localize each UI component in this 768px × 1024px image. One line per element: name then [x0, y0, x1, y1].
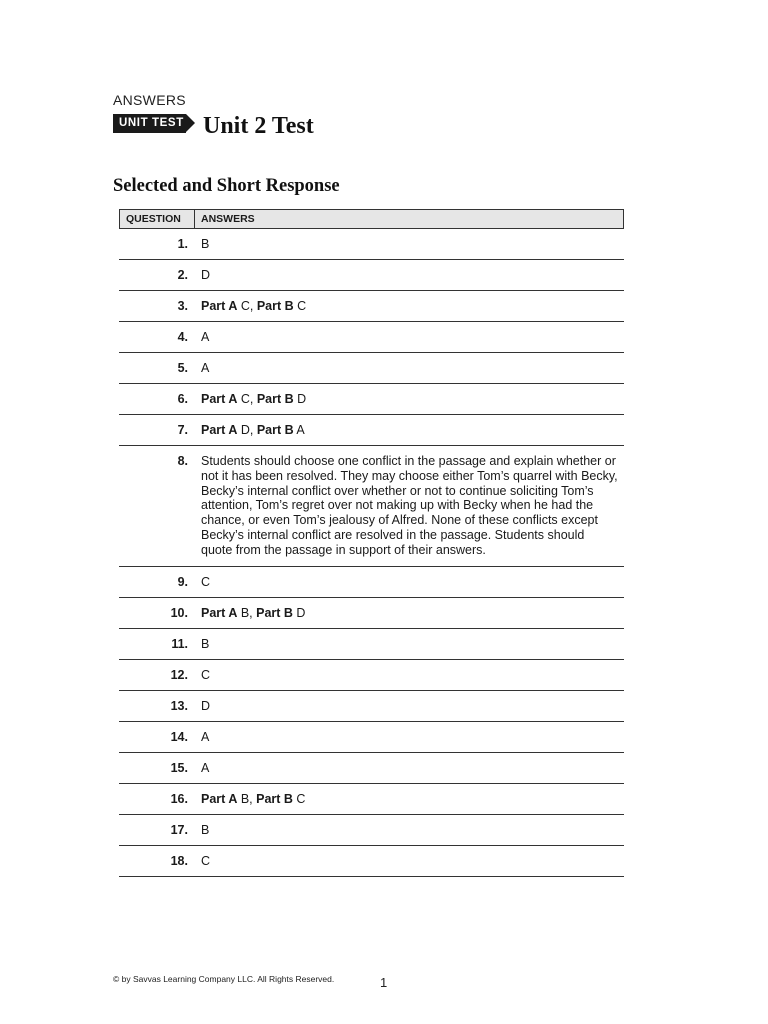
part-a-answer: D,: [237, 423, 257, 437]
answer-cell: C: [201, 854, 211, 868]
question-number: 15.: [170, 761, 188, 775]
table-row: [119, 446, 624, 567]
question-number: 2.: [177, 268, 188, 282]
table-row: [119, 629, 624, 660]
answer-cell: A: [201, 730, 210, 744]
part-a-label: Part A: [201, 423, 238, 437]
question-number: 14.: [170, 730, 188, 744]
table-row: [119, 784, 624, 815]
answer-cell: A: [201, 330, 210, 344]
question-number: 18.: [170, 854, 188, 868]
answer-table: [119, 209, 624, 877]
answer-cell: [194, 415, 624, 445]
column-header-answers: ANSWERS: [201, 213, 255, 225]
part-b-answer: C: [293, 299, 307, 313]
table-header: [119, 209, 624, 229]
table-row: [119, 815, 624, 846]
part-a-label: Part A: [201, 606, 238, 620]
column-header-question: QUESTION: [120, 210, 195, 228]
part-b-label: Part B: [256, 392, 294, 406]
answer-cell: C: [201, 668, 211, 682]
section-title: Selected and Short Response: [113, 176, 340, 196]
table-row: [119, 353, 624, 384]
question-number: 11.: [171, 637, 188, 651]
part-b-label: Part B: [256, 423, 294, 437]
question-number: 13.: [170, 699, 188, 713]
answer-cell: A: [201, 361, 210, 375]
table-row: [119, 753, 624, 784]
page-title: Unit 2 Test: [203, 113, 314, 139]
question-number: 16.: [170, 792, 188, 806]
part-b-label: Part B: [256, 606, 293, 620]
table-row: [119, 229, 624, 260]
answer-cell: [194, 384, 624, 414]
question-number: 6.: [177, 392, 188, 406]
question-number: 17.: [170, 823, 188, 837]
part-a-label: Part A: [201, 392, 238, 406]
part-a-answer: C,: [237, 392, 257, 406]
part-b-label: Part B: [256, 792, 293, 806]
answer-cell: B: [201, 823, 210, 837]
table-row: [119, 291, 624, 322]
table-row: [119, 567, 624, 598]
question-number: 5.: [177, 361, 188, 375]
question-number: 4.: [177, 330, 188, 344]
answer-cell: D: [201, 699, 211, 713]
answer-cell: [194, 291, 624, 321]
table-row: [119, 660, 624, 691]
answer-cell: [194, 784, 624, 814]
answer-cell: [194, 598, 624, 628]
answer-cell: B: [201, 637, 210, 651]
part-b-answer: A: [293, 423, 305, 437]
table-row: [119, 691, 624, 722]
question-number: 1.: [177, 237, 188, 251]
question-number: 8.: [177, 454, 188, 468]
unit-test-badge: UNIT TEST: [113, 114, 186, 133]
table-row: [119, 384, 624, 415]
table-row: [119, 722, 624, 753]
part-b-answer: D: [292, 606, 306, 620]
question-number: 9.: [177, 575, 188, 589]
answer-cell: B: [201, 237, 210, 251]
part-a-label: Part A: [201, 792, 238, 806]
copyright-footer: © by Savvas Learning Company LLC. All Rights Reserved.: [113, 974, 335, 984]
part-a-label: Part A: [201, 299, 238, 313]
page-number: 1: [380, 975, 388, 990]
table-row: [119, 322, 624, 353]
answers-label: ANSWERS: [113, 92, 186, 108]
part-a-answer: B,: [237, 792, 257, 806]
table-row: [119, 260, 624, 291]
answer-cell: Students should choose one conflict in the passage and explain whether or not it has been resolved. They may choose either Tom’s quarrel with Becky, Becky’s internal conflict over whether or not to continue soliciting Tom’s attention, Tom’s regret over not making up with Becky when he had the chance, or even Tom’s jealousy of Alfred. None of these conflicts except Becky’s internal conflict are resolved in the passage. Students should quote from the passage in support of their answers.: [201, 454, 618, 557]
part-a-answer: C,: [237, 299, 257, 313]
part-b-label: Part B: [256, 299, 294, 313]
table-row: [119, 415, 624, 446]
part-b-answer: C: [292, 792, 306, 806]
table-row: [119, 846, 624, 877]
question-number: 7.: [177, 423, 188, 437]
question-number: 3.: [177, 299, 188, 313]
table-row: [119, 598, 624, 629]
part-a-answer: B,: [237, 606, 257, 620]
answer-cell: D: [201, 268, 211, 282]
question-number: 10.: [170, 606, 188, 620]
answer-cell: C: [201, 575, 211, 589]
question-number: 12.: [170, 668, 188, 682]
answer-cell: A: [201, 761, 210, 775]
part-b-answer: D: [293, 392, 307, 406]
table-body: [119, 229, 624, 877]
